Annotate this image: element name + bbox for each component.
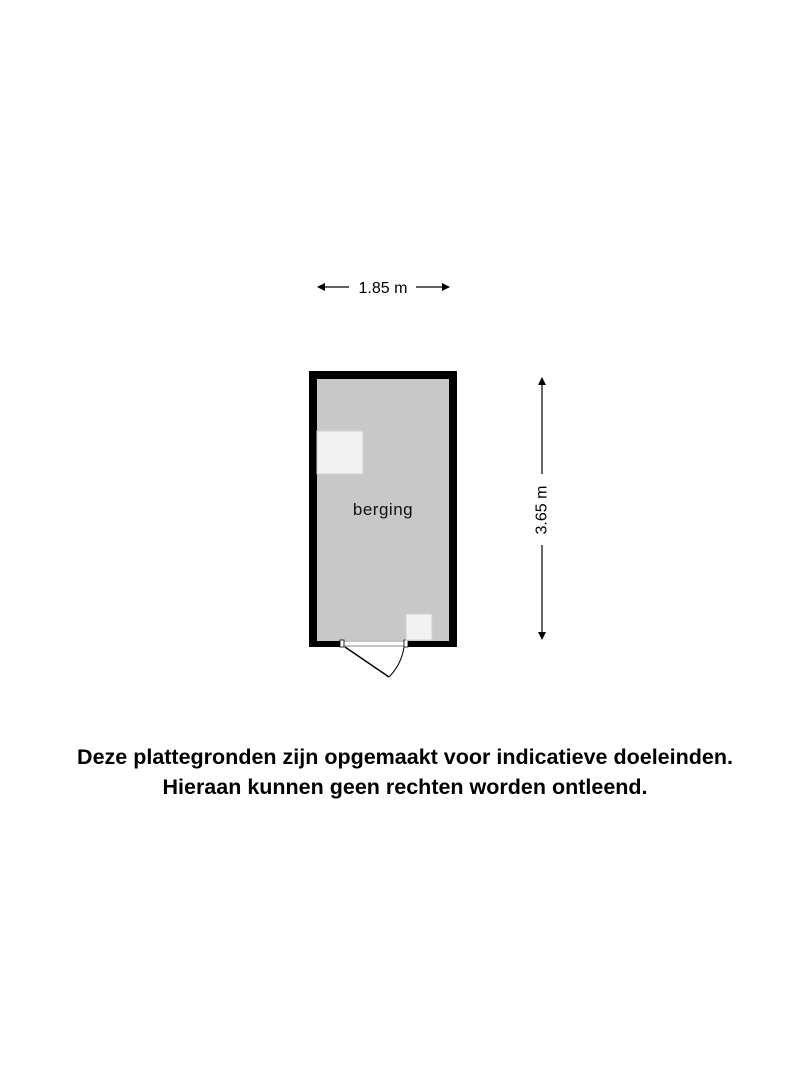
door-swing-arc — [389, 647, 404, 677]
height-dimension-label: 3.65 m — [533, 485, 551, 535]
width-dimension — [318, 280, 449, 297]
room-berging — [309, 371, 457, 677]
door-leaf — [345, 647, 389, 677]
disclaimer-line-2: Hieraan kunnen geen rechten worden ontleend. — [162, 775, 648, 799]
room-label: berging — [352, 500, 414, 519]
door-frame-left — [340, 640, 344, 647]
door-frame-right — [404, 640, 408, 647]
height-dimension — [534, 378, 551, 639]
fixture-shelf-left — [317, 431, 363, 474]
disclaimer-line-1: Deze plattegronden zijn opgemaakt voor indicatieve doeleinden. — [77, 745, 733, 769]
width-dimension-label: 1.85 m — [358, 280, 408, 297]
disclaimer — [0, 742, 810, 802]
fixture-cabinet-bottom-right — [406, 614, 432, 640]
